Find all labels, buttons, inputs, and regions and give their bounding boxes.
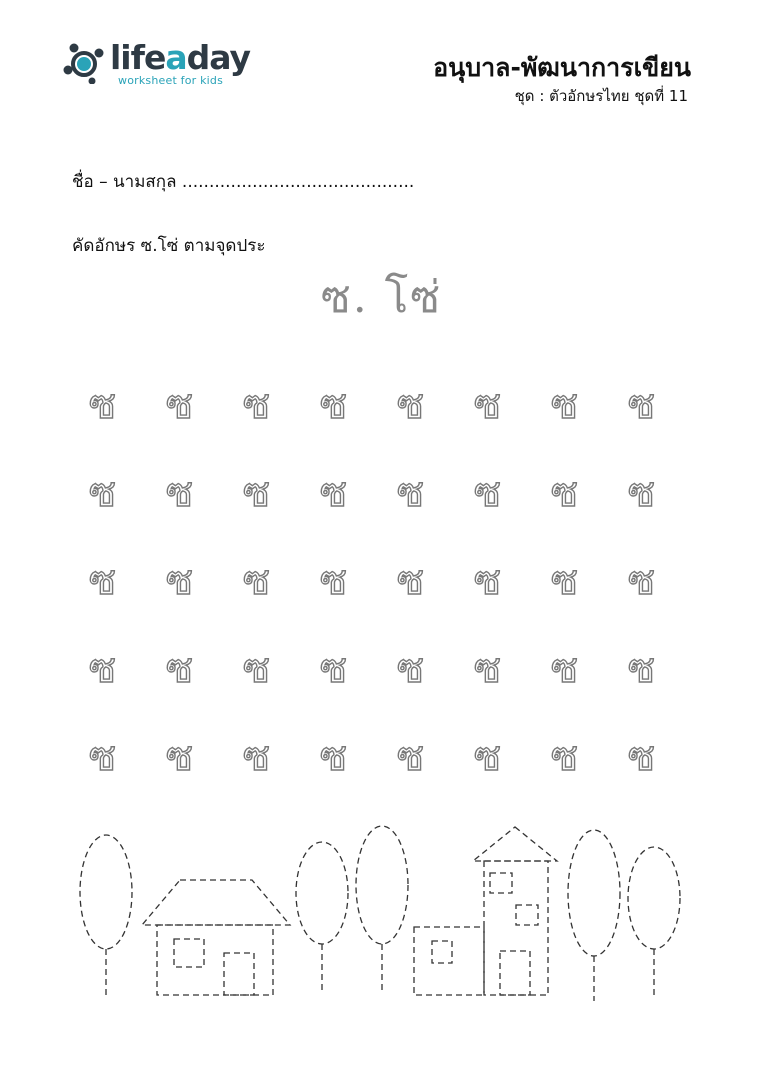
trace-letter: ซ — [319, 734, 348, 780]
logo-main-text: lifeaday — [110, 38, 251, 77]
page-title: อนุบาล-พัฒนาการเขียน — [433, 53, 691, 82]
house-outline-icon — [142, 880, 290, 995]
trace-letter: ซ — [242, 382, 271, 428]
trace-row — [64, 634, 684, 722]
trace-letter: ซ — [88, 646, 117, 692]
trace-letter: ซ — [550, 470, 579, 516]
trace-row — [64, 458, 684, 546]
trace-letter: ซ — [88, 734, 117, 780]
trace-row — [64, 722, 684, 810]
trace-letter: ซ — [473, 646, 502, 692]
trace-letter: ซ — [627, 646, 656, 692]
trace-row — [64, 370, 684, 458]
trace-letter: ซ — [550, 558, 579, 604]
trace-letter: ซ — [627, 470, 656, 516]
trace-letter: ซ — [473, 734, 502, 780]
trace-letter: ซ — [396, 382, 425, 428]
trace-letter: ซ — [319, 470, 348, 516]
house-outline-icon — [414, 827, 557, 995]
trace-letter: ซ — [165, 558, 194, 604]
tree-outline-icon — [80, 835, 132, 995]
example-letter: ซ. โซ่ — [320, 272, 443, 323]
tree-outline-icon — [628, 847, 680, 997]
logo-wordmark — [110, 38, 250, 77]
instruction-text: คัดอักษร ซ.โซ่ ตามจุดประ — [72, 236, 266, 256]
logo-tagline: worksheet for kids — [118, 74, 224, 87]
trace-letter: ซ — [627, 558, 656, 604]
tracing-drawing — [0, 815, 763, 1015]
trace-letter: ซ — [473, 382, 502, 428]
tracing-grid — [64, 370, 684, 810]
trace-row — [64, 546, 684, 634]
tree-outline-icon — [568, 830, 620, 1001]
trace-letter: ซ — [396, 470, 425, 516]
trace-letter: ซ — [627, 734, 656, 780]
trace-letter: ซ — [242, 558, 271, 604]
name-field-label: ชื่อ – นามสกุล ........................................... — [72, 172, 415, 192]
trace-letter: ซ — [88, 558, 117, 604]
trace-letter: ซ — [242, 734, 271, 780]
trace-letter: ซ — [319, 558, 348, 604]
trace-letter: ซ — [165, 470, 194, 516]
trace-letter: ซ — [319, 646, 348, 692]
trace-letter: ซ — [550, 646, 579, 692]
trace-letter: ซ — [550, 734, 579, 780]
brand-logo — [62, 38, 252, 90]
trace-letter: ซ — [396, 734, 425, 780]
page-subtitle: ชุด : ตัวอักษรไทย ชุดที่ 11 — [514, 87, 688, 105]
trace-letter: ซ — [242, 646, 271, 692]
trace-letter: ซ — [165, 646, 194, 692]
trace-letter: ซ — [473, 470, 502, 516]
trace-letter: ซ — [550, 382, 579, 428]
trace-letter: ซ — [627, 382, 656, 428]
trace-letter: ซ — [165, 382, 194, 428]
trace-letter: ซ — [165, 734, 194, 780]
trace-letter: ซ — [88, 470, 117, 516]
lifeaday-logo-icon — [62, 40, 106, 84]
trace-letter: ซ — [396, 558, 425, 604]
trace-letter: ซ — [473, 558, 502, 604]
tree-outline-icon — [356, 826, 408, 993]
trace-letter: ซ — [242, 470, 271, 516]
trace-letter: ซ — [88, 382, 117, 428]
trace-letter: ซ — [396, 646, 425, 692]
trace-letter: ซ — [319, 382, 348, 428]
tree-outline-icon — [296, 842, 348, 993]
